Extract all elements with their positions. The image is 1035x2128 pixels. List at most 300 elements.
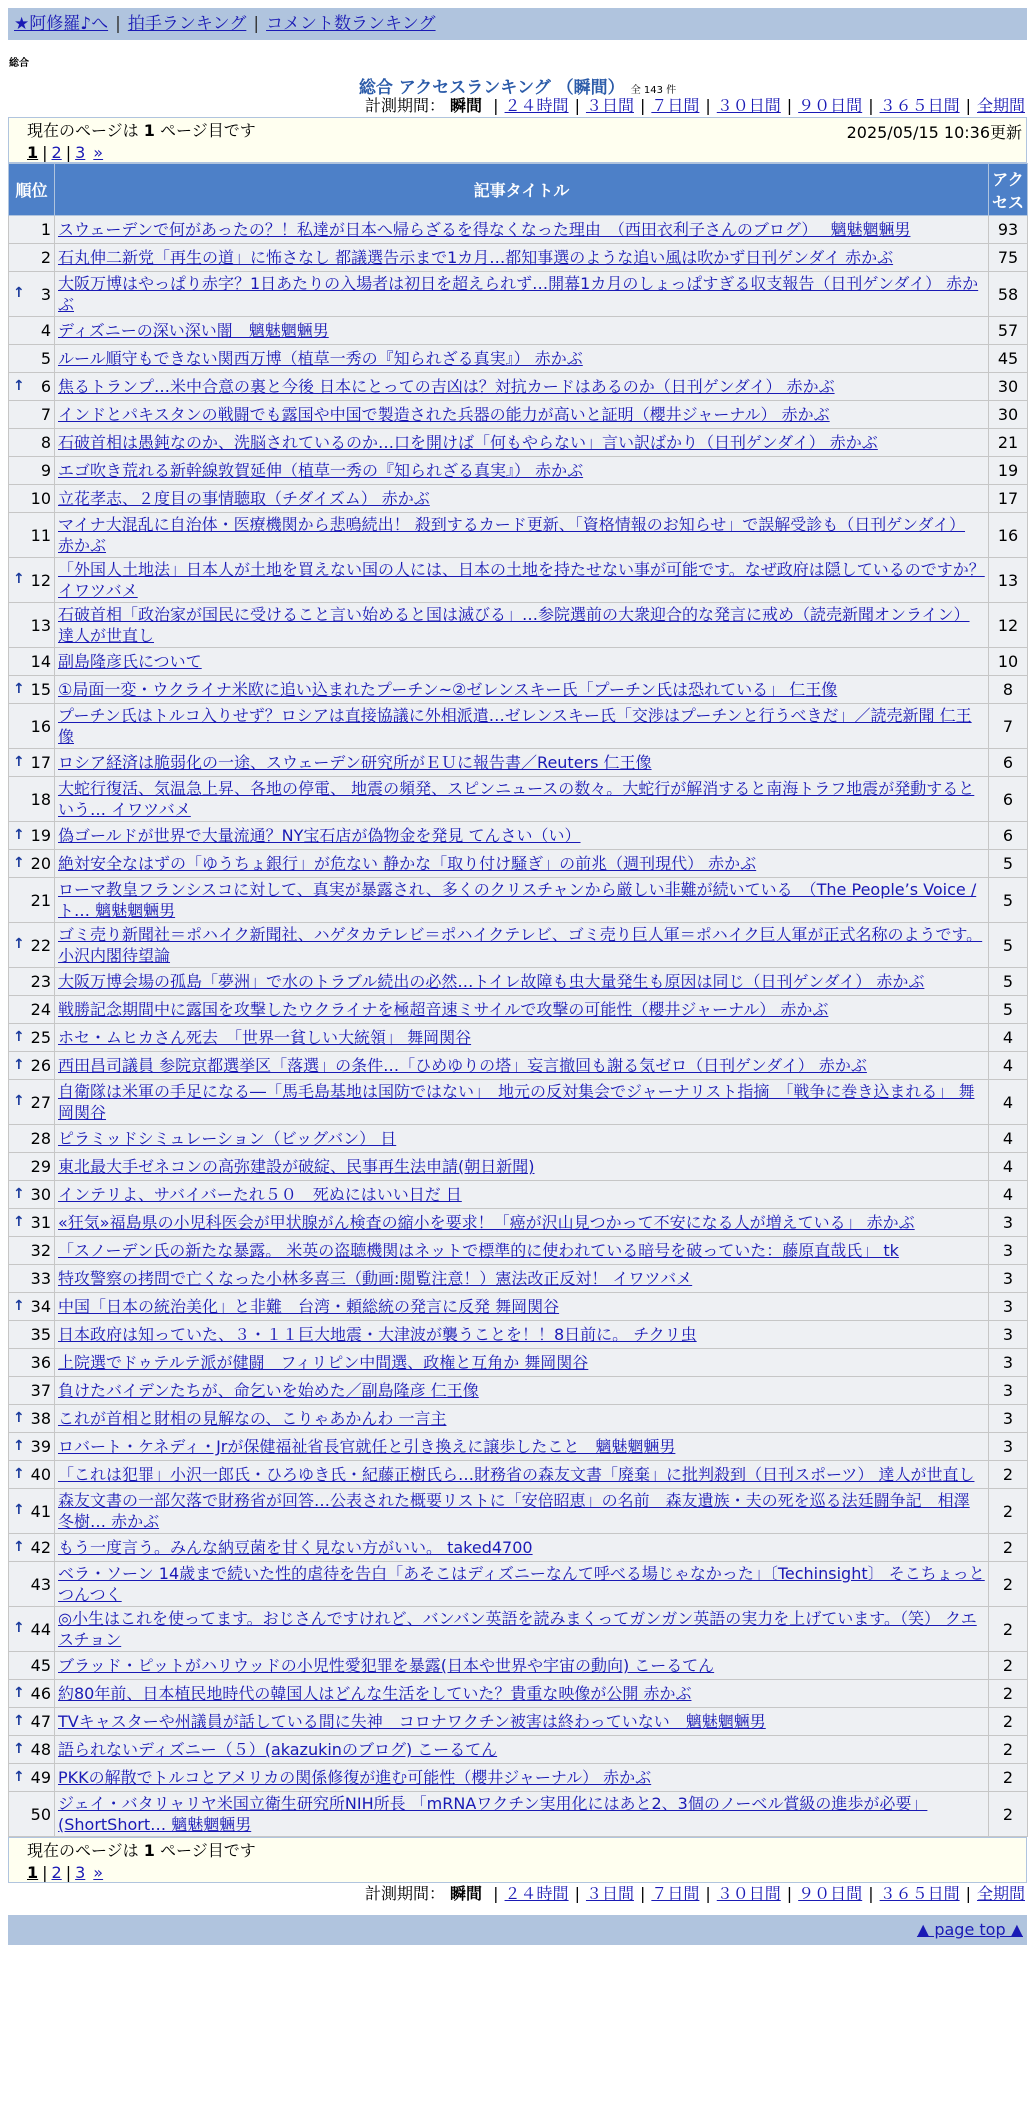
access-count: 93 — [989, 216, 1028, 244]
page-link-3[interactable]: 3 — [75, 143, 86, 162]
period-link-1[interactable]: ３日間 — [585, 1884, 634, 1903]
access-count: 3 — [989, 1265, 1028, 1293]
rank-number: 4 — [40, 321, 51, 340]
up-arrow-icon: ↑ — [13, 1465, 25, 1482]
table-row — [9, 272, 1028, 317]
up-arrow-icon: ↑ — [13, 1409, 25, 1426]
article-link[interactable]: 副島隆彦氏について — [58, 652, 202, 671]
table-row — [9, 1125, 1028, 1153]
header-rank: 順位 — [9, 164, 55, 216]
access-count: 19 — [989, 457, 1028, 485]
table-row — [9, 968, 1028, 996]
article-link[interactable]: 森友文書の一部欠落で財務省が回答…公表された概要リストに「安倍昭恵」の名前 森友遺族・夫の死を巡る法廷闘争記 相澤冬樹… 赤かぶ — [58, 1491, 970, 1531]
access-count: 10 — [989, 648, 1028, 676]
rank-number: 9 — [40, 461, 51, 480]
comment-ranking-link[interactable]: コメント数ランキング — [266, 14, 436, 34]
rank-cell — [9, 1433, 55, 1461]
article-link[interactable]: ベラ・ソーン 14歳まで続いた性的虐待を告白「あそこはディズニーなんて呼べる場じゃなかった」〔Techinsight〕 そこちょっとつんつく — [58, 1564, 985, 1604]
article-link[interactable]: 「これは犯罪」小沢一郎氏・ひろゆき氏・紀藤正樹氏ら…財務省の森友文書「廃棄」に批判殺到（日刊スポーツ） 達人が世直し — [58, 1465, 975, 1484]
access-count: 4 — [989, 1125, 1028, 1153]
up-arrow-icon: ↑ — [13, 826, 25, 843]
rank-cell — [9, 1708, 55, 1736]
article-link[interactable]: 西田昌司議員 参院京都選挙区「落選」の条件…「ひめゆりの塔」妄言撤回も謝る気ゼロ（日刊ゲンダイ） 赤かぶ — [58, 1056, 867, 1075]
rank-cell — [9, 1461, 55, 1489]
title-cell — [55, 558, 989, 603]
rank-cell — [9, 1293, 55, 1321]
title-cell — [55, 1080, 989, 1125]
title-cell — [55, 1024, 989, 1052]
period-separator: | — [965, 96, 971, 115]
access-count: 6 — [989, 749, 1028, 777]
table-row — [9, 1237, 1028, 1265]
title-cell — [55, 1792, 989, 1837]
table-row — [9, 676, 1028, 704]
rank-number: 41 — [30, 1501, 51, 1521]
rank-cell — [9, 1080, 55, 1125]
period-link-2[interactable]: ７日間 — [651, 96, 700, 115]
rank-cell — [9, 345, 55, 373]
rank-number: 45 — [30, 1656, 51, 1675]
rank-number: 47 — [30, 1712, 51, 1731]
article-link[interactable]: ロバート・ケネディ・Jrが保健福祉省長官就任と引き換えに譲歩したこと 魑魅魍魎男 — [58, 1437, 676, 1456]
article-link[interactable]: 特攻警察の拷問で亡くなった小林多喜三（動画:閲覧注意！）憲法改正反対！ イワツバメ — [58, 1269, 693, 1288]
title-cell — [55, 1321, 989, 1349]
up-arrow-icon: ↑ — [13, 571, 25, 587]
table-row — [9, 704, 1028, 749]
access-count: 3 — [989, 1209, 1028, 1237]
title-cell — [55, 878, 989, 923]
table-row — [9, 1652, 1028, 1680]
page-separator: | — [42, 1863, 48, 1882]
table-row — [9, 822, 1028, 850]
access-count: 2 — [989, 1736, 1028, 1764]
rank-number: 14 — [30, 652, 51, 671]
article-link[interactable]: もう一度言う。みんな納豆菌を甘く見ない方がいい。 taked4700 — [58, 1538, 533, 1557]
title-cell — [55, 1736, 989, 1764]
table-row — [9, 1321, 1028, 1349]
title-cell — [55, 1153, 989, 1181]
rank-number: 48 — [30, 1740, 51, 1759]
period-separator: | — [965, 1884, 971, 1903]
period-label: 計測期間： — [364, 96, 445, 115]
access-count: 4 — [989, 1181, 1028, 1209]
page-numbers — [27, 142, 1008, 164]
rank-number: 23 — [30, 972, 51, 991]
rank-cell — [9, 822, 55, 850]
period-separator: | — [705, 96, 711, 115]
table-row — [9, 878, 1028, 923]
table-row — [9, 558, 1028, 603]
up-arrow-icon: ↑ — [13, 1093, 25, 1109]
rank-cell — [9, 1562, 55, 1607]
article-link[interactable]: エゴ吹き荒れる新幹線敦賀延伸（植草一秀の『知られざる真実』） 赤かぶ — [58, 461, 584, 480]
article-link[interactable]: ルール順守もできない関西万博（植草一秀の『知られざる真実』） 赤かぶ — [58, 349, 583, 368]
article-link[interactable]: ジェイ・バタリャリヤ米国立衛生研究所NIH所長 「mRNAワクチン実用化にはあと2、3個のノーベル賞級の進歩が必要」(ShortShort… 魑魅魍魎男 — [58, 1794, 928, 1834]
rank-cell — [9, 1736, 55, 1764]
table-row — [9, 1265, 1028, 1293]
period-link-2[interactable]: ７日間 — [651, 1884, 700, 1903]
article-link[interactable]: 負けたバイデンたちが、命乞いを始めた／副島隆彦 仁王像 — [58, 1381, 479, 1400]
period-link-1[interactable]: ３日間 — [585, 96, 634, 115]
article-link[interactable]: ローマ教皇フランシスコに対して、真実が暴露され、多くのクリスチャンから厳しい非難が続いている （The People’s Voice / ト… 魑魅魍魎男 — [58, 880, 977, 920]
access-count: 3 — [989, 1405, 1028, 1433]
access-count: 5 — [989, 850, 1028, 878]
article-link[interactable]: 石丸伸二新党「再生の道」に怖さなし 都議選告示まで1カ月…都知事選のような追い風は吹かず日刊ゲンダイ 赤かぶ — [58, 248, 894, 267]
table-row — [9, 1792, 1028, 1837]
rank-cell — [9, 373, 55, 401]
article-link[interactable]: 戦勝記念期間中に露国を攻撃したウクライナを極超音速ミサイルで攻撃の可能性（櫻井ジャーナル） 赤かぶ — [58, 1000, 829, 1019]
title-cell — [55, 1562, 989, 1607]
title-cell — [55, 1680, 989, 1708]
article-link[interactable]: 立花孝志、２度目の事情聴取（チダイズム） 赤かぶ — [58, 489, 430, 508]
table-row — [9, 216, 1028, 244]
title-cell — [55, 822, 989, 850]
rank-number: 11 — [30, 525, 51, 545]
table-row — [9, 749, 1028, 777]
next-page-link[interactable]: » — [93, 143, 104, 162]
rank-cell — [9, 1052, 55, 1080]
table-row — [9, 485, 1028, 513]
rank-cell — [9, 1125, 55, 1153]
table-row — [9, 345, 1028, 373]
table-row — [9, 1534, 1028, 1562]
rank-cell — [9, 777, 55, 822]
period-link-3[interactable]: ３０日間 — [716, 1884, 781, 1903]
title-cell — [55, 749, 989, 777]
period-link-3[interactable]: ３０日間 — [716, 96, 781, 115]
rank-number: 38 — [30, 1409, 51, 1428]
rank-number: 21 — [30, 890, 51, 910]
table-row — [9, 513, 1028, 558]
rank-cell — [9, 1265, 55, 1293]
ranking-table — [8, 163, 1028, 1837]
home-link[interactable]: ★阿修羅♪へ — [14, 14, 109, 34]
rank-number: 13 — [30, 615, 51, 635]
access-count: 2 — [989, 1607, 1028, 1652]
rank-number: 27 — [30, 1092, 51, 1112]
period-link-6[interactable]: 全期間 — [976, 1884, 1025, 1903]
title-cell — [55, 1607, 989, 1652]
table-row — [9, 1764, 1028, 1792]
title-cell — [55, 603, 989, 648]
page-number-current: 1 — [27, 143, 39, 162]
table-row — [9, 1607, 1028, 1652]
up-arrow-icon: ↑ — [13, 1620, 25, 1636]
period-link-6[interactable]: 全期間 — [976, 96, 1025, 115]
rank-number: 39 — [30, 1437, 51, 1456]
title-cell — [55, 1293, 989, 1321]
up-arrow-icon: ↑ — [13, 1185, 25, 1202]
access-count: 2 — [989, 1489, 1028, 1534]
article-link[interactable]: ホセ・ムヒカさん死去 「世界一貧しい大統領」 舞岡関谷 — [58, 1028, 472, 1047]
up-arrow-icon: ↑ — [13, 854, 25, 871]
period-label: 計測期間： — [364, 1884, 445, 1903]
rank-cell — [9, 1680, 55, 1708]
article-link[interactable]: ①局面一変・ウクライナ米欧に追い込まれたプーチン~②ゼレンスキー氏「プーチン氏は恐れている」 仁王像 — [58, 680, 838, 699]
table-row — [9, 996, 1028, 1024]
pager-current-number: 1 — [143, 121, 155, 140]
table-row — [9, 1153, 1028, 1181]
title-cell — [55, 485, 989, 513]
access-count: 2 — [989, 1461, 1028, 1489]
article-link[interactable]: 自衛隊は米軍の手足になる―「馬毛島基地は国防ではない」 地元の反対集会でジャーナリスト指摘 「戦争に巻き込まれる」 舞岡関谷 — [58, 1082, 975, 1122]
title-cell — [55, 850, 989, 878]
rank-cell — [9, 968, 55, 996]
table-row — [9, 1349, 1028, 1377]
nav-separator: | — [115, 14, 121, 34]
nav-separator: | — [253, 14, 260, 34]
rank-number: 8 — [40, 433, 51, 452]
table-header-row — [9, 164, 1028, 216]
rank-cell — [9, 1405, 55, 1433]
page-separator: | — [42, 143, 48, 162]
rank-cell — [9, 1534, 55, 1562]
article-link[interactable]: ディズニーの深い深い闇 魑魅魍魎男 — [58, 321, 329, 340]
table-row — [9, 429, 1028, 457]
access-count: 12 — [989, 603, 1028, 648]
rank-cell — [9, 513, 55, 558]
up-arrow-icon: ↑ — [13, 1768, 25, 1785]
access-count: 3 — [989, 1237, 1028, 1265]
article-link[interactable]: 石破首相は愚鈍なのか、洗脳されているのか…口を開けば「何もやらない」言い訳ばかり（日刊ゲンダイ） 赤かぶ — [58, 433, 878, 452]
rank-number: 24 — [30, 1000, 51, 1019]
article-link[interactable]: これが首相と財相の見解なの、こりゃあかんわ 一言主 — [58, 1409, 447, 1428]
title-cell — [55, 373, 989, 401]
title-cell — [55, 1181, 989, 1209]
title-cell — [55, 457, 989, 485]
page-link-3[interactable]: 3 — [75, 1863, 86, 1882]
access-count: 8 — [989, 676, 1028, 704]
access-count: 5 — [989, 923, 1028, 968]
rank-cell — [9, 457, 55, 485]
rank-number: 1 — [40, 220, 51, 239]
page-separator: | — [65, 1863, 72, 1882]
period-separator: | — [493, 96, 499, 115]
article-link[interactable]: ◎小生はこれを使ってます。おじさんですけれど、バンバン英語を読みまくってガンガン英語の実力を上げています。（笑） クエスチョン — [58, 1609, 977, 1649]
article-link[interactable]: 約80年前、日本植民地時代の韓国人はどんな生活をしていた？貴重な映像が公開 赤かぶ — [58, 1684, 692, 1703]
rank-number: 2 — [40, 248, 51, 267]
access-count: 16 — [989, 513, 1028, 558]
period-separator: | — [868, 96, 874, 115]
access-count: 3 — [989, 1377, 1028, 1405]
article-link[interactable]: 日本政府は知っていた、３・１１巨大地震・大津波が襲うことを！！8日前に。 チクリ虫 — [58, 1325, 697, 1344]
rank-cell — [9, 1321, 55, 1349]
article-link[interactable]: 上院選でドゥテルテ派が健闘 フィリピン中間選、政権と互角か 舞岡関谷 — [58, 1353, 589, 1372]
article-link[interactable]: 「外国人土地法」日本人が土地を買えない国の人には、日本の土地を持たせない事が可能です。なぜ政府は隠しているのですか？ イワツバメ — [58, 560, 985, 600]
title-cell — [55, 1052, 989, 1080]
rank-number: 31 — [30, 1213, 51, 1232]
page-separator: | — [65, 143, 72, 162]
rank-number: 12 — [30, 570, 51, 590]
table-row — [9, 457, 1028, 485]
access-count: 7 — [989, 704, 1028, 749]
rank-number: 44 — [30, 1619, 51, 1639]
period-link-4[interactable]: ９０日間 — [798, 1884, 863, 1903]
title-cell — [55, 1489, 989, 1534]
pager-bottom — [8, 1837, 1027, 1883]
period-link-0[interactable]: ２４時間 — [504, 1884, 569, 1903]
article-link[interactable]: スウェーデンで何があったの？！私達が日本へ帰らざるを得なくなった理由 （西田衣利子さんのブログ） 魑魅魍魎男 — [58, 220, 911, 239]
article-link[interactable]: 絶対安全なはずの「ゆうちょ銀行」が危ない 静かな「取り付け騒ぎ」の前兆（週刊現代） 赤かぶ — [58, 854, 757, 873]
header-title: 記事タイトル — [55, 164, 989, 216]
article-link[interactable]: 焦るトランプ…米中合意の裏と今後 日本にとっての吉凶は？対抗カードはあるのか（日刊ゲンダイ） 赤かぶ — [58, 377, 835, 396]
top-nav-bar — [8, 8, 1027, 40]
article-link[interactable]: インドとパキスタンの戦闘でも露国や中国で製造された兵器の能力が高いと証明（櫻井ジャーナル） 赤かぶ — [58, 405, 830, 424]
title-cell — [55, 513, 989, 558]
access-count: 17 — [989, 485, 1028, 513]
rank-number: 22 — [30, 935, 51, 955]
period-selector-bottom — [8, 1883, 1027, 1905]
period-separator: | — [705, 1884, 711, 1903]
article-link[interactable]: インテリよ、サバイバーたれ５０ 死ぬにはいい日だ 日 — [58, 1185, 462, 1204]
article-link[interactable]: 偽ゴールドが世界で大量流通？NY宝石店が偽物金を発見 てんさい（い） — [58, 826, 581, 845]
period-link-5[interactable]: ３６５日間 — [879, 1884, 960, 1903]
page-top-link[interactable]: ▲ page top ▲ — [916, 1920, 1023, 1939]
access-count: 30 — [989, 373, 1028, 401]
article-link[interactable]: ゴミ売り新聞社＝ポハイク新聞社、ハゲタカテレビ＝ポハイクテレビ、ゴミ売り巨人軍＝ポハイク巨人軍が正式名称のようです。 小沢内閣待望論 — [58, 925, 983, 965]
rank-number: 33 — [30, 1269, 51, 1288]
title-cell — [55, 401, 989, 429]
title-cell — [55, 317, 989, 345]
rank-cell — [9, 401, 55, 429]
table-row — [9, 1052, 1028, 1080]
table-row — [9, 603, 1028, 648]
rank-number: 35 — [30, 1325, 51, 1344]
rank-number: 43 — [30, 1574, 51, 1594]
access-count: 4 — [989, 1153, 1028, 1181]
rank-number: 20 — [30, 854, 51, 873]
pager-text: 現在のページは — [27, 1841, 139, 1860]
title-cell — [55, 1461, 989, 1489]
title-cell — [55, 777, 989, 822]
table-row — [9, 1433, 1028, 1461]
total-count: 全 143 件 — [630, 85, 677, 96]
article-link[interactable]: 大蛇行復活、気温急上昇、各地の停電、 地震の頻発、スピンニュースの数々。大蛇行が解消すると南海トラフ地震が発動するという… イワツバメ — [58, 779, 975, 819]
ranking-body — [9, 216, 1028, 1837]
title-cell — [55, 1534, 989, 1562]
table-row — [9, 648, 1028, 676]
page-link-2[interactable]: 2 — [51, 143, 62, 162]
title-cell — [55, 216, 989, 244]
rank-number: 18 — [30, 789, 51, 809]
period-current: 瞬間 — [450, 96, 483, 115]
table-row — [9, 373, 1028, 401]
period-separator: | — [639, 96, 646, 115]
period-separator: | — [786, 1884, 793, 1903]
period-link-4[interactable]: ９０日間 — [798, 96, 863, 115]
table-row — [9, 1293, 1028, 1321]
access-count: 3 — [989, 1433, 1028, 1461]
period-separator: | — [868, 1884, 874, 1903]
article-link[interactable]: ブラッド・ピットがハリウッドの小児性愛犯罪を暴露(日本や世界や宇宙の動向) こーるてん — [58, 1656, 715, 1675]
title-cell — [55, 923, 989, 968]
access-count: 4 — [989, 1024, 1028, 1052]
access-count: 3 — [989, 1321, 1028, 1349]
rank-cell — [9, 603, 55, 648]
page-numbers — [27, 1862, 1008, 1884]
table-row — [9, 1680, 1028, 1708]
period-link-0[interactable]: ２４時間 — [504, 96, 569, 115]
up-arrow-icon: ↑ — [13, 1213, 25, 1230]
access-count: 3 — [989, 1349, 1028, 1377]
up-arrow-icon: ↑ — [13, 1056, 25, 1073]
title-cell — [55, 1764, 989, 1792]
title-cell — [55, 676, 989, 704]
pager-status — [27, 1840, 1008, 1862]
rank-cell — [9, 429, 55, 457]
header-access: アクセス — [989, 164, 1028, 216]
article-link[interactable]: 東北最大手ゼネコンの高弥建設が破綻、民事再生法申請(朝日新聞) — [58, 1157, 535, 1176]
rank-cell — [9, 1237, 55, 1265]
access-count: 6 — [989, 777, 1028, 822]
up-arrow-icon: ↑ — [13, 1684, 25, 1701]
article-link[interactable]: 大阪万博はやっぱり赤字？1日あたりの入場者は初日を超えられず…開幕1カ月のしょっぱすぎる収支報告（日刊ゲンダイ） 赤かぶ — [58, 274, 979, 314]
page-link-2[interactable]: 2 — [51, 1863, 62, 1882]
up-arrow-icon: ↑ — [13, 285, 25, 301]
title-cell — [55, 244, 989, 272]
article-link[interactable]: 石破首相「政治家が国民に受けること言い始めると国は滅びる」…参院選前の大衆迎合的な発言に戒め（読売新聞オンライン） 達人が世直し — [58, 605, 970, 645]
table-row — [9, 850, 1028, 878]
period-current: 瞬間 — [450, 1884, 483, 1903]
period-separator: | — [574, 1884, 580, 1903]
access-count: 2 — [989, 1562, 1028, 1607]
table-row — [9, 1461, 1028, 1489]
pager-text: 現在のページは — [27, 121, 139, 140]
article-link[interactable]: 大阪万博会場の孤島「夢洲」で水のトラブル続出の必然…トイレ故障も虫大量発生も原因は同じ（日刊ゲンダイ） 赤かぶ — [58, 972, 925, 991]
title-cell — [55, 1209, 989, 1237]
up-arrow-icon: ↑ — [13, 936, 25, 952]
article-link[interactable]: ロシア経済は脆弱化の一途、スウェーデン研究所がＥＵに報告書／Reuters 仁王像 — [58, 753, 652, 772]
up-arrow-icon: ↑ — [13, 1028, 25, 1045]
article-link[interactable]: 「スノーデン氏の新たな暴露。 米英の盗聴機関はネットで標準的に使われている暗号を破っていた：藤原直哉氏」 tk — [58, 1241, 899, 1260]
article-link[interactable]: 中国「日本の統治美化」と非難 台湾・頼総統の発言に反発 舞岡関谷 — [58, 1297, 560, 1316]
rank-number: 17 — [30, 753, 51, 772]
page-title-text: 総合 アクセスランキング （瞬間） — [358, 78, 625, 98]
rank-number: 37 — [30, 1381, 51, 1400]
rank-cell — [9, 558, 55, 603]
article-link[interactable]: 語られないディズニー（５）(akazukinのブログ) こーるてん — [58, 1740, 498, 1759]
rank-cell — [9, 648, 55, 676]
page-title — [8, 73, 1027, 98]
article-link[interactable]: ピラミッドシミュレーション（ビッグバン） 日 — [58, 1129, 397, 1148]
article-link[interactable]: PKKの解散でトルコとアメリカの関係修復が進む可能性（櫻井ジャーナル） 赤かぶ — [58, 1768, 652, 1787]
table-row — [9, 1405, 1028, 1433]
rank-cell — [9, 704, 55, 749]
access-count: 2 — [989, 1708, 1028, 1736]
rank-number: 15 — [30, 680, 51, 699]
rank-number: 34 — [30, 1297, 51, 1316]
title-cell — [55, 1708, 989, 1736]
rank-cell — [9, 485, 55, 513]
period-links — [487, 1884, 1025, 1903]
article-link[interactable]: TVキャスターや州議員が話している間に失神 コロナワクチン被害は終わっていない 魑魅魍魎男 — [58, 1712, 766, 1731]
period-link-5[interactable]: ３６５日間 — [879, 96, 960, 115]
updated-timestamp: 2025/05/15 10:36更新 — [846, 123, 1022, 142]
article-link[interactable]: «狂気»福島県の小児科医会が甲状腺がん検査の縮小を要求！「癌が沢山見つかって不安になる人が増えている」 赤かぶ — [58, 1213, 915, 1232]
table-row — [9, 1489, 1028, 1534]
pager-current-number: 1 — [143, 1841, 155, 1860]
access-count: 4 — [989, 1052, 1028, 1080]
rank-cell — [9, 996, 55, 1024]
access-count: 2 — [989, 1792, 1028, 1837]
clap-ranking-link[interactable]: 拍手ランキング — [127, 14, 247, 34]
article-link[interactable]: プーチン氏はトルコ入りせず？ロシアは直接協議に外相派遣…ゼレンスキー氏「交渉はプーチンと行うべきだ」／読売新聞 仁王像 — [58, 706, 972, 746]
title-cell — [55, 272, 989, 317]
article-link[interactable]: マイナ大混乱に自治体・医療機関から悲鳴続出！ 殺到するカード更新、「資格情報のお知らせ」で誤解受診も（日刊ゲンダイ） 赤かぶ — [58, 515, 966, 555]
up-arrow-icon: ↑ — [13, 680, 25, 697]
up-arrow-icon: ↑ — [13, 1538, 25, 1555]
next-page-link[interactable]: » — [93, 1863, 104, 1882]
